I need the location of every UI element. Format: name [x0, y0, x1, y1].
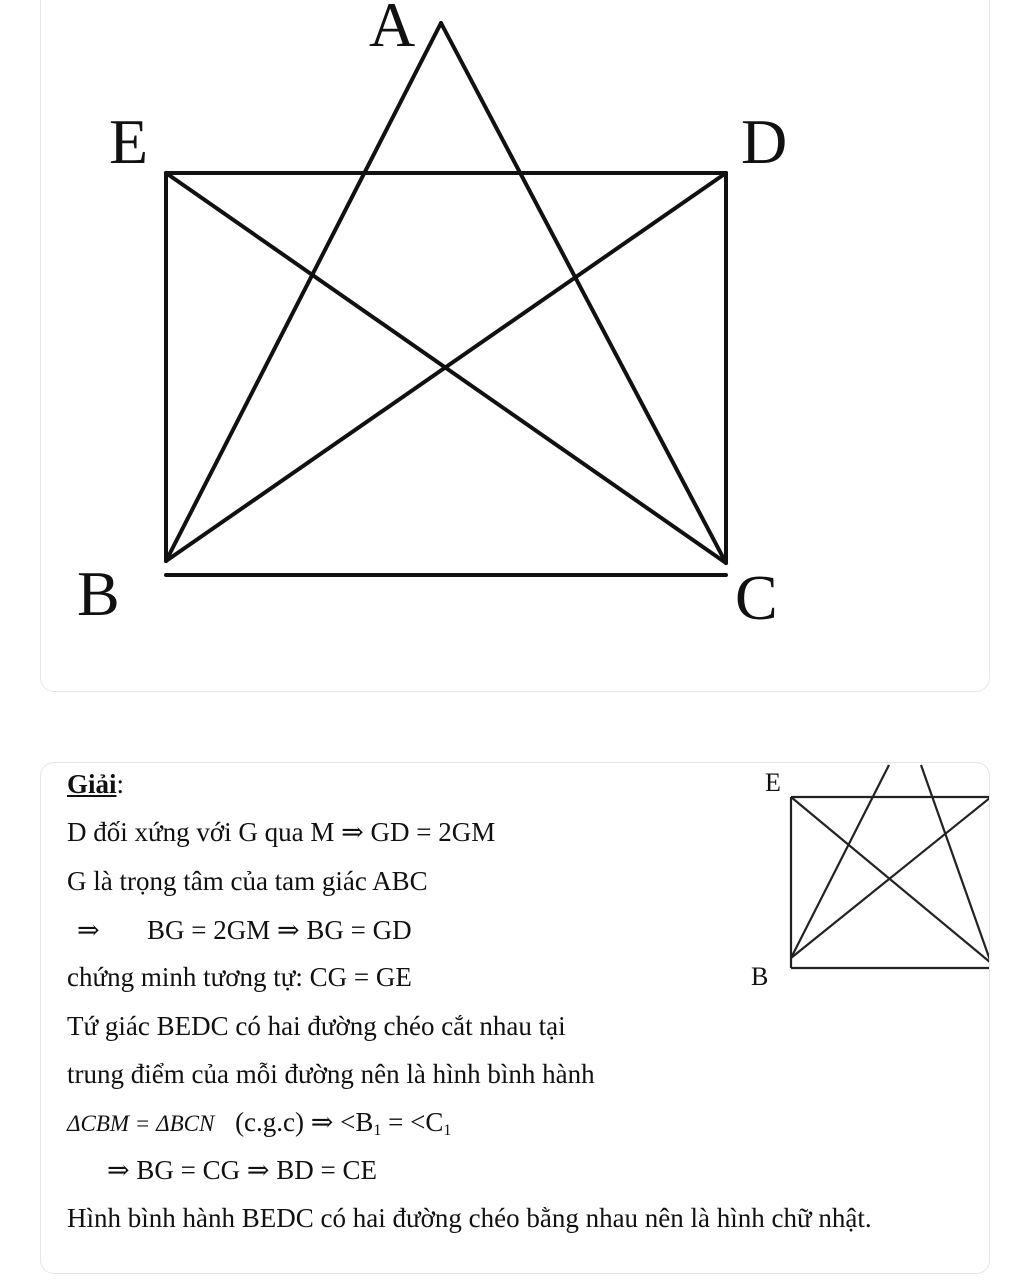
solution-line-6: trung điểm của mỗi đường nên là hình bình hành [67, 1059, 595, 1089]
small-geometry-figure [701, 763, 990, 1003]
solution-line-3-arrow: ⇒ [77, 915, 100, 945]
solution-line-2: G là trọng tâm của tam giác ABC [67, 866, 428, 896]
solution-line-1: D đối xứng với G qua M ⇒ GD = 2GM [67, 817, 496, 847]
solution-line-3: BG = 2GM ⇒ BG = GD [147, 915, 412, 945]
figure-card [40, 0, 990, 692]
solution-line-9: Hình bình hành BEDC có hai đường chéo bằng nhau nên là hình chữ nhật. [67, 1203, 872, 1233]
solution-title-line [67, 767, 124, 801]
label-C: C [735, 562, 778, 633]
label-E: E [109, 106, 149, 177]
segment-AC [441, 23, 726, 563]
solution-title: Giải [67, 769, 117, 799]
label-B: B [77, 558, 120, 629]
label-D: D [741, 106, 788, 177]
small-segment-AB [791, 765, 889, 958]
label-A: A [369, 1, 416, 60]
solution-line-5: Tứ giác BEDC có hai đường chéo cắt nhau tại [67, 1011, 566, 1041]
solution-line-8: ⇒ BG = CG ⇒ BD = CE [107, 1155, 377, 1185]
solution-line-7 [67, 1105, 451, 1148]
geometry-figure [40, 1, 990, 692]
small-label-B: B [751, 962, 769, 991]
subscript-c1: 1 [443, 1122, 452, 1139]
angle-c: = <C [381, 1107, 444, 1137]
subscript-b1: 1 [373, 1122, 382, 1139]
segment-AB [166, 23, 441, 561]
congruence-reason: (c.g.c) ⇒ <B [235, 1107, 374, 1137]
solution-line-4: chứng minh tương tự: CG = GE [67, 962, 412, 992]
congruence-statement: ΔCBM = ΔBCN [67, 1111, 215, 1136]
solution-card [40, 762, 990, 1274]
solution-title-colon: : [116, 769, 125, 799]
small-label-E: E [765, 768, 781, 797]
